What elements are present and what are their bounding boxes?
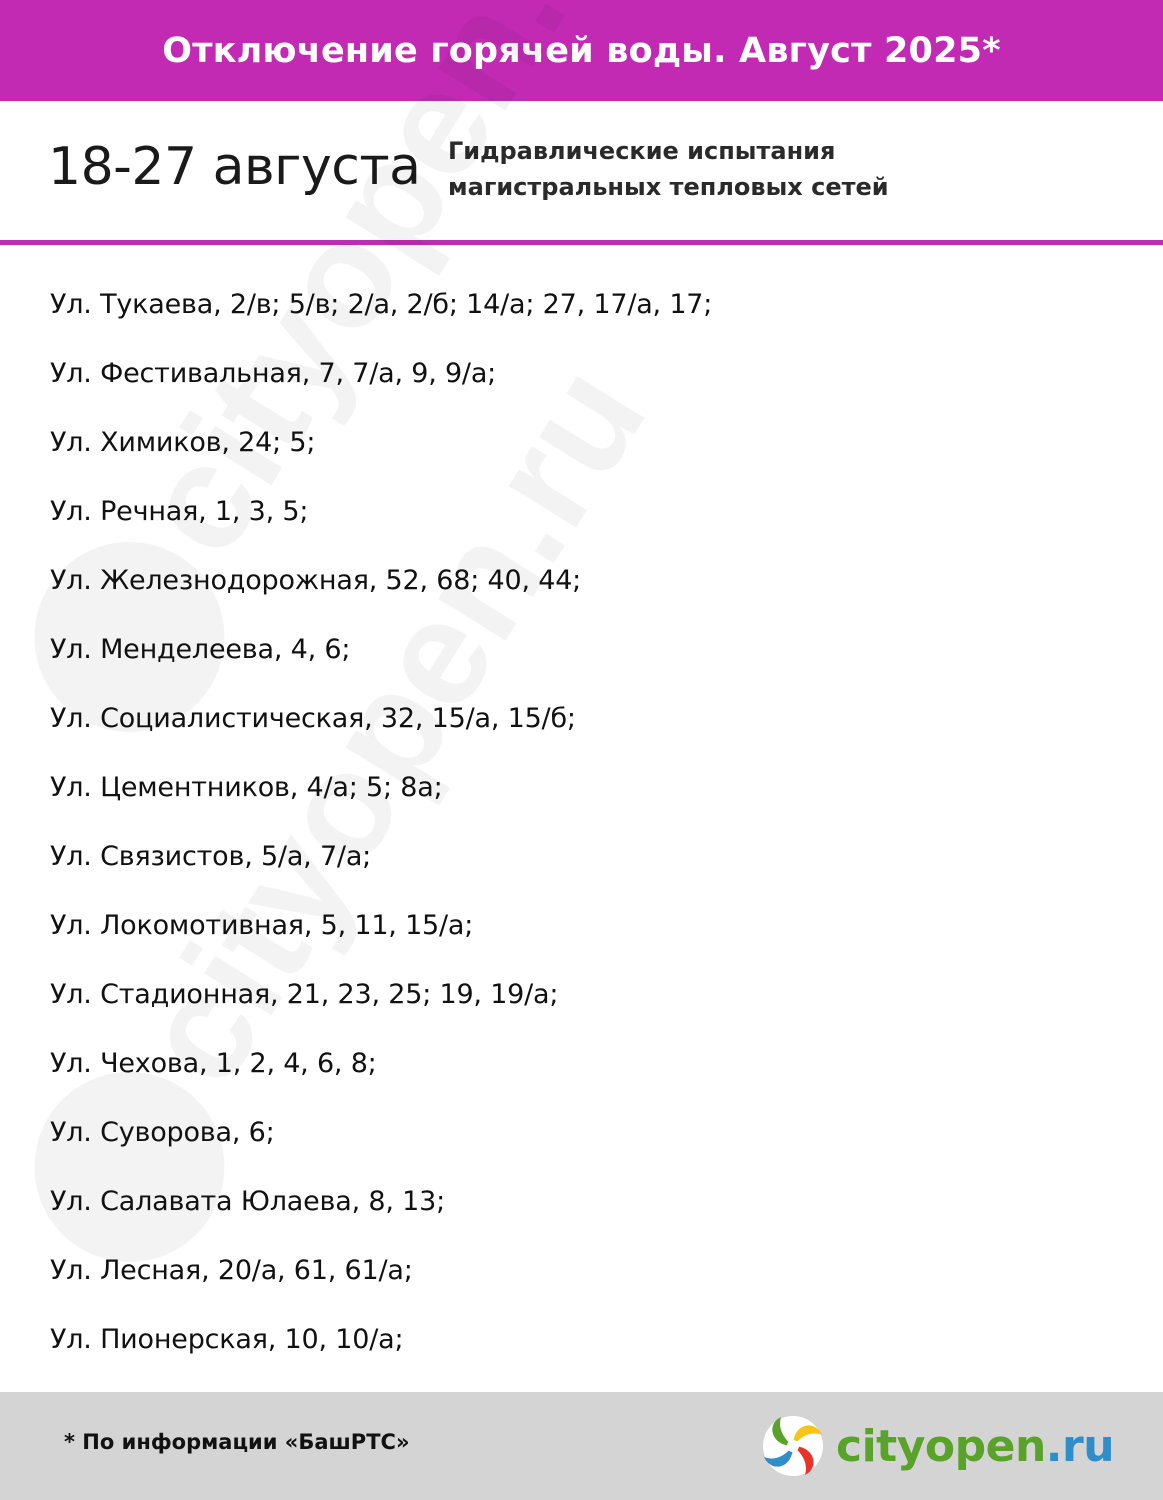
outage-reason: [448, 133, 889, 205]
street-item: Ул. Стадионная, 21, 23, 25; 19, 19/а;: [50, 979, 559, 1010]
page-title: Отключение горячей воды. Август 2025*: [162, 30, 1001, 71]
cityopen-logo[interactable]: [760, 1410, 1114, 1482]
outage-reason-line-2: магистральных тепловых сетей: [448, 173, 889, 201]
street-item: Ул. Речная, 1, 3, 5;: [50, 496, 309, 527]
street-item: Ул. Фестивальная, 7, 7/а, 9, 9/а;: [50, 358, 497, 389]
cityopen-swirl-icon: [760, 1413, 826, 1479]
street-item: Ул. Салавата Юлаева, 8, 13;: [50, 1186, 445, 1217]
street-item: Ул. Суворова, 6;: [50, 1117, 275, 1148]
street-item: Ул. Железнодорожная, 52, 68; 40, 44;: [50, 565, 582, 596]
date-range: 18-27 августа: [48, 137, 421, 197]
source-footnote: * По информации «БашРТС»: [64, 1430, 410, 1454]
logo-wordmark-main: cityopen: [836, 1420, 1046, 1472]
street-item: Ул. Связистов, 5/а, 7/а;: [50, 841, 372, 872]
accent-divider: [0, 240, 1163, 245]
street-item: Ул. Цементников, 4/а; 5; 8а;: [50, 772, 443, 803]
street-item: Ул. Локомотивная, 5, 11, 15/а;: [50, 910, 474, 941]
street-item: Ул. Социалистическая, 32, 15/а, 15/б;: [50, 703, 576, 734]
street-item: Ул. Тукаева, 2/в; 5/в; 2/а, 2/б; 14/а; 27, 17/а, 17;: [50, 289, 713, 320]
street-item: Ул. Химиков, 24; 5;: [50, 427, 316, 458]
outage-reason-line-1: Гидравлические испытания: [448, 137, 836, 165]
logo-wordmark: [836, 1421, 1114, 1472]
street-item: Ул. Менделеева, 4, 6;: [50, 634, 351, 665]
footer: [0, 1392, 1163, 1500]
street-item: Ул. Лесная, 20/а, 61, 61/а;: [50, 1255, 413, 1286]
street-item: Ул. Чехова, 1, 2, 4, 6, 8;: [50, 1048, 377, 1079]
street-item: Ул. Пионерская, 10, 10/а;: [50, 1324, 404, 1355]
logo-wordmark-domain: .ru: [1045, 1420, 1115, 1472]
header-bar: [0, 0, 1163, 101]
street-list: [50, 270, 712, 1374]
subheader: [0, 101, 1163, 241]
